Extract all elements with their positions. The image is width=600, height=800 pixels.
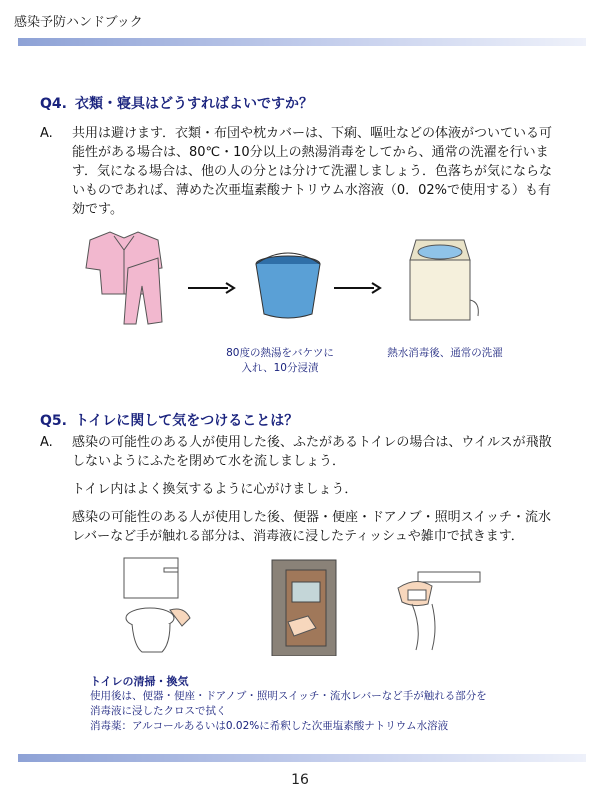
q5-number: Q5.: [40, 413, 67, 429]
q5-answer: [40, 433, 560, 546]
bucket-caption-line1: 80度の熱湯をバケツに: [226, 347, 334, 359]
footer-divider: [18, 754, 586, 762]
door-illustration: [268, 558, 340, 656]
clothes-illustration: [84, 228, 164, 328]
q5-answer-text-2: トイレ内はよく換気するように心がけましょう．: [72, 482, 358, 497]
q5-answer-label: A.: [40, 435, 53, 450]
bucket-caption-line2: 入れ、10分浸漬: [241, 362, 319, 374]
q5-question: トイレに関して気をつけることは？: [74, 413, 299, 429]
toilet-illustration: [120, 556, 196, 656]
header-divider: [18, 38, 586, 46]
bucket-caption: [210, 346, 350, 376]
q4-number: Q4.: [40, 96, 67, 112]
toilet-caption-line1: 使用後は、便器・便座・ドアノブ・照明スイッチ・流水レバーなど手が触れる部分を: [90, 690, 487, 702]
q4-answer: [40, 124, 560, 219]
handbook-title: 感染予防ハンドブック: [14, 15, 143, 30]
q4-question: 衣類・寝具はどうすればよいですか？: [74, 96, 313, 112]
arrow-right-icon: [186, 280, 236, 296]
q5-heading: [40, 410, 298, 430]
q4-answer-label: A.: [40, 126, 53, 141]
washer-caption: 熱水消毒後、通常の洗濯: [387, 347, 503, 359]
hand-wiping-illustration: [392, 568, 482, 652]
bucket-illustration: [252, 252, 324, 322]
toilet-caption-line3: 消毒薬：アルコールあるいは0.02%に希釈した次亜塩素酸ナトリウム水溶液: [90, 720, 449, 732]
q5-answer-text-3: 感染の可能性のある人が使用した後、便器・便座・ドアノブ・照明スイッチ・流水レバーなど手が触れる部分は、消毒液に浸したティッシュや雑巾で拭きます．: [72, 510, 552, 544]
washing-machine-illustration: [402, 230, 484, 326]
toilet-caption-title: トイレの清掃・換気: [90, 675, 189, 688]
arrow-right-icon: [332, 280, 382, 296]
toilet-caption-line2: 消毒液に浸したクロスで拭く: [90, 705, 227, 717]
page-number: 16: [291, 772, 309, 788]
q4-heading: [40, 93, 313, 113]
toilet-caption: [90, 689, 487, 734]
q4-answer-text: 共用は避けます．衣類・布団や枕カバーは、下痢、嘔吐などの体液がついている可能性がある場合は、80℃・10分以上の熱湯消毒をしてから、通常の洗濯を行います．気になる場合は、他の人の分とは分けて洗濯しましょう．色落ちが気にならないものであれば、薄めた次亜塩素酸ナトリウム水溶液（0．02%で使用する）も有効です。: [72, 126, 552, 217]
q5-answer-text-1: 感染の可能性のある人が使用した後、ふたがあるトイレの場合は、ウイルスが飛散しないようにふたを閉めて水を流しましょう．: [72, 435, 552, 469]
